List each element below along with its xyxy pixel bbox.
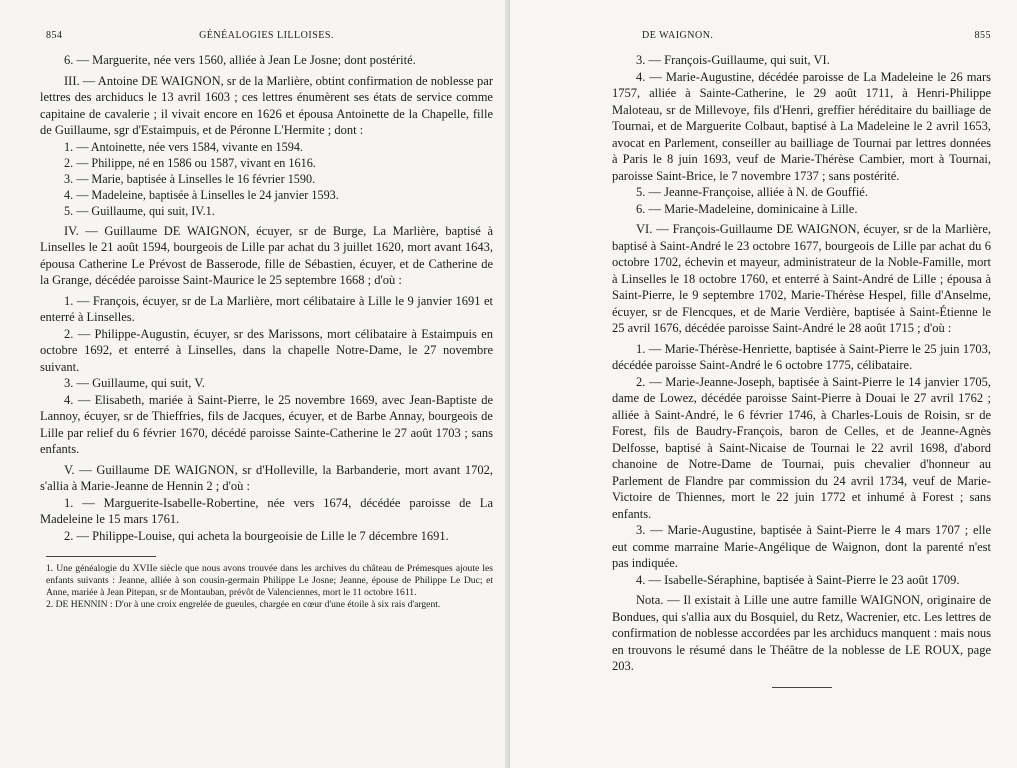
list-item: 1. — Marguerite-Isabelle-Robertine, née vers 1674, décédée paroisse de La Madeleine le 15 mars 1761. [40,495,493,526]
left-page-number: 854 [46,30,63,41]
right-running-head [612,30,991,46]
list-item: 5. — Jeanne-Françoise, alliée à N. de Gouffié. [636,185,868,199]
footnote: 1. Une généalogie du XVIIe siècle que nous avons trouvée dans les archives du château de Prémesques ajoute les enfants suivants : Jeanne, alliée à son cousin-germain Philippe Le Josne; Jeanne, épouse de Philippe Le Duc; et Anne, mariée à Jean Pitepan, sr de Montauban, prévôt de Valenciennes, mort le 11 octobre 1611. [46,563,493,598]
left-running-head [40,30,493,46]
list-item: 2. — Philippe-Augustin, écuyer, sr des Marissons, mort célibataire à Estaimpuis en octobre 1692, et enterré à Linselles, dans la chapelle Notre-Dame, le 27 novembre suivant. [40,326,493,374]
end-rule [772,687,832,688]
nota-paragraph: Nota. — Il existait à Lille une autre famille WAIGNON, originaire de Bondues, qui s'allia aux du Bosquiel, du Retz, Wacrenier, etc. Les lettres de confirmation de noblesse accordées par les archiducs manquent : mais nous en trouvons le résumé dans le Théâtre de la noblesse de LE ROUX, page 203. [612,593,991,673]
paragraph: III. — Antoine DE WAIGNON, sr de la Marlière, obtint confirmation de noblesse par lettres des archiducs le 13 avril 1603 ; ces lettres énumèrent ses états de service comme capitaine de cavalerie ; il vivait encore en 1626 et épousa Antoinette de la Chapelle, fille de Guillaume, sgr d'Estaimpuis, et de Péronne L'Hermite ; dont : [40,73,493,137]
left-running-title: GÉNÉALOGIES LILLOISES. [199,30,334,41]
list-item: 4. — Madeleine, baptisée à Linselles le 24 janvier 1593. [64,187,339,202]
footnote-rule [46,556,156,557]
right-running-title: DE WAIGNON. [642,30,714,41]
right-page-number: 855 [974,30,991,41]
list-item: 3. — François-Guillaume, qui suit, VI. [636,53,830,67]
list-item: 2. — Philippe-Louise, qui acheta la bourgeoisie de Lille le 7 décembre 1691. [64,528,449,543]
list-item: 3. — Marie, baptisée à Linselles le 16 février 1590. [64,171,316,186]
right-page [510,0,1017,768]
list-item: 2. — Marie-Jeanne-Joseph, baptisée à Saint-Pierre le 14 janvier 1705, dame de Lowez, décédée paroisse Saint-Pierre à Douai le 27 avril 1762 ; alliée à Saint-André, le 6 février 1746, à Charles-Louis de Roisin, sr de Forest, fils de Baudry-François, baron de Celles, et de Jeanne-Agnès Delfosse, baptisé à Saint-Nicaise de Tournai le 22 avril 1698, d'abord chanoine de Notre-Dame de Tournai, puis chevalier d'honneur au Parlement de Flandre par commission du 24 avril 1734, veuf de Marie-Victoire de Thiennes, mort le 22 juin 1772 et inhumé à Forest ; sans enfants. [612,374,991,521]
footnote: 2. DE HENNIN : D'or à une croix engrelée de gueules, chargée en cœur d'une étoile à six rais d'argent. [46,599,441,610]
list-item: 3. — Guillaume, qui suit, V. [64,376,205,390]
list-item: 1. — François, écuyer, sr de La Marlière, mort célibataire à Lille le 9 janvier 1691 et enterré à Linselles. [40,293,493,324]
list-item: 1. — Antoinette, née vers 1584, vivante en 1594. [64,139,303,154]
list-item: 1. — Marie-Thérèse-Henriette, baptisée à Saint-Pierre le 25 juin 1703, décédée paroisse Saint-André le 6 octobre 1775, célibataire. [612,341,991,372]
list-item: 2. — Philippe, né en 1586 ou 1587, vivant en 1616. [64,155,316,170]
list-item: 4. — Marie-Augustine, décédée paroisse de La Madeleine le 26 mars 1757, alliée à Sainte-Catherine, le 29 août 1711, à Henri-Philippe Maloteau, sr de Millevoye, fils d'Henri, greffier héréditaire du bailliage de Tournai, et de Marguerite Colbaut, baptisé à La Madeleine le 2 avril 1653, avocat en Parlement, conseiller au bailliage de Tournai par lettres données à Paris le 8 juin 1693, veuf de Marie-Thérèse Cambier, mort à Tournai, paroisse Saint-Brice, le 7 novembre 1737 ; sans postérité. [612,69,991,183]
paragraph: VI. — François-Guillaume DE WAIGNON, écuyer, sr de la Marlière, baptisé à Saint-André le 23 octobre 1677, bourgeois de Lille par achat du 6 octobre 1702, échevin et mayeur, administrateur de la Noble-Famille, mort à Linselles le 18 octobre 1760, et enterré à Saint-André de Lille ; épousa à Saint-Pierre, le 9 septembre 1702, Marie-Thérèse Hespel, fille d'Anselme, écuyer, sr de Flencques, et de Marie Verdière, baptisée à Saint-Étienne le 25 avril 1676, décédée paroisse Saint-André le 28 août 1715 ; d'où : [612,222,991,335]
list-item: 5. — Guillaume, qui suit, IV.1. [64,203,215,218]
list-item: 4. — Elisabeth, mariée à Saint-Pierre, le 25 novembre 1669, avec Jean-Baptiste de Lannoy, écuyer, sr de Thieffries, fils de Jacques, écuyer, et de Barbe Annay, bourgeois de Lille par relief du 6 février 1670, décédé paroisse Sainte-Catherine le 27 août 1703 ; sans enfants. [40,392,493,456]
list-item: 6. — Marie-Madeleine, dominicaine à Lille. [636,201,858,216]
paragraph: V. — Guillaume DE WAIGNON, sr d'Holleville, la Barbanderie, mort avant 1702, s'allia à Marie-Jeanne de Hennin 2 ; d'où : [40,462,493,493]
list-item: 4. — Isabelle-Séraphine, baptisée à Saint-Pierre le 23 août 1709. [636,572,960,587]
left-page [0,0,505,768]
paragraph: IV. — Guillaume DE WAIGNON, écuyer, sr de Burge, La Marlière, baptisé à Linselles le 21 août 1594, bourgeois de Lille par achat du 3 juillet 1620, mort avant 1643, épousa Catherine Le Prévost de Basserode, fille de Sébastien, écuyer, et de Catherine de la Grange, décédée paroisse Saint-Maurice le 25 septembre 1668 ; d'où : [40,223,493,287]
paragraph: 6. — Marguerite, née vers 1560, alliée à Jean Le Josne; dont postérité. [64,53,416,67]
list-item: 3. — Marie-Augustine, baptisée à Saint-Pierre le 4 mars 1707 ; elle eut comme marraine Marie-Angélique de Waignon, dont la parenté n'est pas indiquée. [612,523,991,570]
